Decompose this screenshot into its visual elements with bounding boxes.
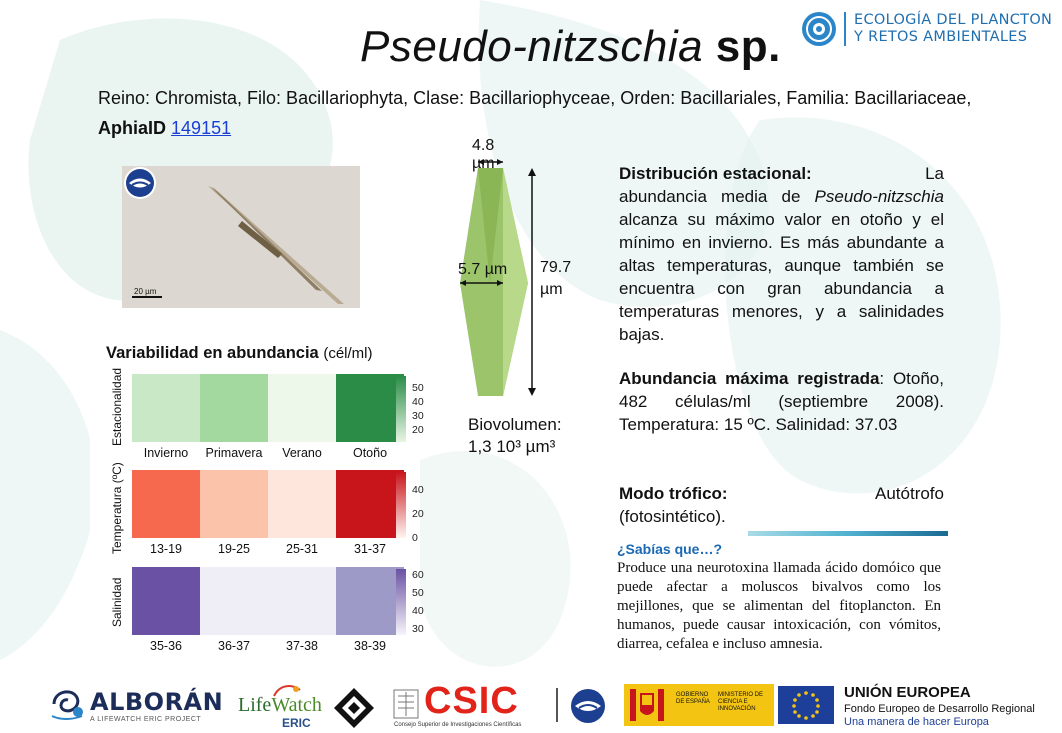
colorbar-tick: 20	[412, 508, 424, 520]
max-abundance-paragraph	[619, 367, 944, 436]
category-label: 13-19	[150, 542, 182, 556]
lifewatch-text: LifeWatch	[238, 694, 322, 716]
colorbar-tick: 0	[412, 532, 418, 544]
biovolume-value: 1,3 10³ µm³	[468, 437, 556, 456]
width-label: 4.8 µm	[472, 137, 495, 172]
row-label-salinity: Salinidad	[110, 577, 124, 627]
aphia-id-link[interactable]: 149151	[171, 118, 232, 138]
logo-line-2: Y RETOS AMBIENTALES	[854, 29, 1028, 45]
distribution-paragraph	[619, 162, 944, 346]
colorbar-tick: 30	[412, 410, 424, 422]
distribution-heading: Distribución estacional: La	[619, 164, 944, 183]
category-label: 19-25	[218, 542, 250, 556]
mid-width-label: 5.7 µm	[458, 261, 508, 278]
gobierno-espana-logo	[624, 684, 774, 726]
footer-logos	[0, 680, 1062, 733]
colorbar-tick: 60	[412, 569, 424, 581]
sabias-que-text: Produce una neurotoxina llamada ácido domóico que puede afectar a moluscos bivalvos como los mejillones, que se alimentan del fitoplancton. En humanos, puede causar intoxicación, con vómitos, diarrea, cefalea e incluso amnesia.	[617, 560, 941, 652]
category-label: Verano	[282, 446, 322, 460]
length-arrow-head-top	[528, 168, 536, 176]
ieo-badge-icon	[123, 166, 157, 200]
lifewatch-leaf-icon	[272, 684, 302, 698]
page-title: Pseudo-nitzschia sp.	[360, 22, 781, 71]
heat-cell	[132, 470, 200, 538]
colorbar-tick: 30	[412, 623, 424, 635]
colorbar-seasonality	[396, 376, 406, 442]
category-label: Invierno	[143, 446, 189, 460]
heat-cell	[268, 470, 336, 538]
ministerio-text: MINISTERIO DE CIENCIA E INNOVACIÓN	[718, 692, 764, 712]
microscope-photo	[122, 166, 360, 308]
colorbar-tick: 20	[412, 424, 424, 436]
colorbar-temperature	[396, 472, 406, 538]
colorbar-tick: 50	[412, 587, 424, 599]
aphia-line	[98, 118, 231, 139]
ieo-logo-icon	[570, 688, 606, 724]
biovolume-title: Biovolumen:	[468, 415, 562, 434]
ue-line-2: Una manera de hacer Europa	[844, 716, 989, 728]
cells-seasonality	[132, 374, 404, 442]
length-value: 79.7	[540, 259, 572, 276]
heat-cell	[336, 470, 404, 538]
category-label: 36-37	[218, 639, 250, 653]
cells-salinity	[132, 567, 404, 635]
scale-bar-label: 20 µm	[134, 287, 157, 296]
biovolume-label	[468, 414, 562, 458]
footer-divider	[556, 688, 558, 722]
heat-cell	[200, 470, 268, 538]
max-abundance-text: : Otoño, 482 células/ml (septiembre 2008). Temperatura: 15 ºC. Salinidad: 37.03	[619, 369, 944, 434]
category-label: 25-31	[286, 542, 318, 556]
colorbar-tick: 50	[412, 382, 424, 394]
eu-flag-icon	[778, 686, 834, 724]
heat-cell	[336, 567, 404, 635]
gobierno-text: GOBIERNO DE ESPAÑA	[676, 692, 710, 705]
heat-cell	[200, 567, 268, 635]
max-abundance-heading: Abundancia máxima registrada	[619, 369, 880, 388]
category-label: Primavera	[205, 446, 263, 460]
heat-cell	[268, 567, 336, 635]
alboran-subtitle: A LIFEWATCH ERIC PROJECT	[90, 716, 202, 723]
colorbar-tick: 40	[412, 484, 424, 496]
shape-right-face	[503, 168, 528, 396]
lifewatch-eric: ERIC	[282, 716, 311, 730]
row-label-seasonality: Estacionalidad	[110, 367, 124, 446]
trophic-value-2: (fotosintético).	[619, 507, 726, 526]
category-label: Otoño	[352, 446, 388, 460]
university-logo-icon	[330, 686, 378, 730]
separator-line	[748, 531, 948, 536]
length-unit: µm	[540, 281, 563, 298]
sabias-que-title: ¿Sabías que…?	[617, 541, 723, 557]
logo-line-1: ECOLOGÍA DEL PLANCTON	[854, 12, 1053, 28]
cells-temperature	[132, 470, 404, 538]
ecologia-plancton-logo	[800, 10, 1053, 50]
plankton-logo-icon	[800, 10, 838, 48]
taxonomy-text: Reino: Chromista, Filo: Bacillariophyta, Clase: Bacillariophyceae, Orden: Bacillariales, Familia: Bacillariaceae,	[98, 88, 972, 108]
csic-text: CSIC	[424, 680, 519, 722]
row-label-temperature: Temperatura (ºC)	[110, 462, 124, 554]
heat-cell	[200, 374, 268, 442]
colorbar-tick: 40	[412, 605, 424, 617]
trophic-heading: Modo trófico: Autótrofo	[619, 484, 944, 503]
ue-line-1: Fondo Europeo de Desarrollo Regional	[844, 703, 1035, 715]
alboran-text: ALBORÁN	[90, 688, 224, 716]
length-label	[540, 257, 571, 301]
heat-cell	[132, 374, 200, 442]
colorbar-tick: 40	[412, 396, 424, 408]
category-label: 38-39	[354, 639, 386, 653]
colorbar-salinity	[396, 569, 406, 635]
trophic-paragraph	[619, 482, 944, 528]
diatom-image	[122, 166, 360, 308]
category-label: 37-38	[286, 639, 318, 653]
csic-subtitle: Consejo Superior de Investigaciones Científicas	[394, 722, 522, 728]
heatmap-title: Variabilidad en abundancia (cél/ml)	[106, 344, 373, 362]
aphia-label: AphiaID	[98, 118, 167, 138]
heat-cell	[132, 567, 200, 635]
ue-text-block	[844, 684, 1035, 728]
csic-emblem-icon	[392, 688, 420, 722]
category-label: 31-37	[354, 542, 386, 556]
ue-title: UNIÓN EUROPEA	[844, 684, 971, 701]
alboran-swirl-icon	[48, 686, 88, 722]
category-label: 35-36	[150, 639, 182, 653]
distribution-body: abundancia media de Pseudo-nitzschia alcanza su máximo valor en otoño y el mínimo en invierno. Es más abundante a altas temperaturas, aunque también se encuentra con gran abundancia a temperaturas menores, y a salinidades bajas.	[619, 187, 944, 344]
spain-crest-icon	[628, 685, 666, 725]
heat-cell	[336, 374, 404, 442]
length-arrow-head-bottom	[528, 388, 536, 396]
heat-cell	[268, 374, 336, 442]
abundance-heatmap-panel	[90, 330, 424, 660]
